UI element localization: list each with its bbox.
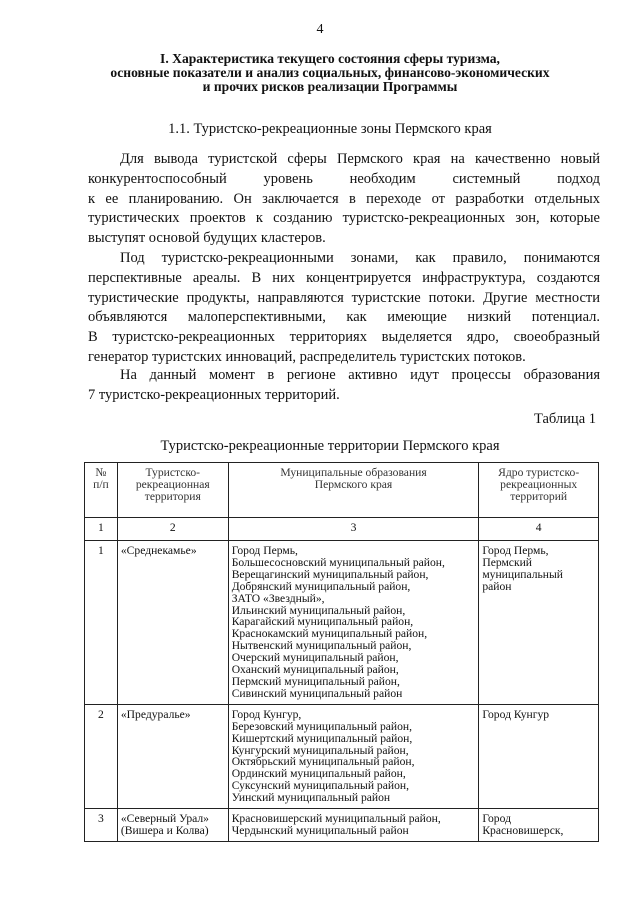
cell-line: Город Пермь, (231, 544, 298, 557)
cell-line: № (95, 466, 107, 479)
column-number: 3 (228, 518, 479, 541)
cell-line: Муниципальные образования (280, 466, 427, 479)
cell-line: Кишертский муниципальный район, (231, 731, 413, 745)
header-cell-territory (117, 463, 228, 518)
cell-line: «Северный Урал» (120, 812, 209, 826)
page-number: 4 (316, 22, 324, 37)
cell-line: рекреационных (500, 477, 578, 491)
cell-line: Очерский муниципальный район, (231, 651, 399, 665)
cell-line: (Вишера и Колва) (120, 823, 209, 837)
paragraph-line: Для вывода туристской сферы Пермского края на качественно новый (120, 151, 600, 167)
cell-line: Красновишерский муниципальный район, (231, 812, 441, 826)
paragraph-line: к ее планированию. Он заключается в переходе от разработки отдельных (88, 190, 600, 207)
column-number: 1 (85, 518, 118, 541)
section-heading-line: основные показатели и анализ социальных, финансово-экономических (110, 65, 550, 80)
cell-line: Город (482, 812, 511, 826)
cell-line: Туристско- (145, 466, 201, 479)
territories-table (84, 462, 599, 842)
section-heading (60, 52, 600, 94)
section-heading-line: I. Характеристика текущего состояния сферы туризма, (160, 51, 500, 66)
cell-line: Суксунский муниципальный район, (231, 779, 409, 793)
row-number: 2 (85, 704, 118, 808)
cell-line: территория (144, 489, 201, 503)
cell-line: Кунгурский муниципальный район, (231, 743, 409, 757)
paragraph-line: В туристско-рекреационных территориях выделяется ядро, своеобразный (88, 329, 600, 346)
territory-cell (117, 704, 228, 808)
cell-line: муниципальный (482, 567, 564, 581)
cell-line: Город Пермь, (482, 544, 549, 557)
paragraph-line: 7 туристско-рекреационных территорий. (88, 386, 340, 403)
cell-line: район (482, 579, 512, 593)
column-number: 4 (479, 518, 599, 541)
cell-line: Добрянский муниципальный район, (231, 579, 411, 593)
municipalities-cell (228, 809, 479, 842)
paragraph-line: туристические продукты, направляются туристские потоки. Другие местности (88, 289, 600, 306)
row-number: 3 (85, 809, 118, 842)
header-cell-core (479, 463, 599, 518)
paragraph-1 (88, 150, 600, 249)
paragraph-line: Под туристско-рекреационными зонами, как правило, понимаются (120, 250, 600, 266)
column-number: 2 (117, 518, 228, 541)
cell-line: Оханский муниципальный район, (231, 663, 399, 677)
header-cell-number (85, 463, 118, 518)
paragraph-line: На данный момент в регионе активно идут процессы образования (120, 367, 600, 383)
core-cell (479, 809, 599, 842)
cell-line: Ильинский муниципальный район, (231, 603, 406, 617)
cell-line: Карагайский муниципальный район, (231, 615, 414, 629)
column-number-row (85, 518, 599, 541)
paragraph-line: перспективные ареалы. В них концентрируется инфраструктура, создаются (88, 269, 600, 286)
cell-line: Нытвенский муниципальный район, (231, 639, 412, 653)
table-row (85, 809, 599, 842)
cell-line: Ядро туристско- (498, 466, 580, 479)
core-cell (479, 541, 599, 705)
cell-line: Город Кунгур (482, 707, 550, 721)
cell-line: Пермского края (314, 477, 393, 491)
cell-line: Чердынский муниципальный район (231, 823, 409, 837)
table-caption: Туристско-рекреационные территории Пермского края (160, 438, 500, 454)
header-cell-municipalities (228, 463, 479, 518)
subsection-heading: 1.1. Туристско-рекреационные зоны Пермского края (168, 121, 492, 137)
paragraph-line: выступят основой будущих кластеров. (88, 230, 326, 247)
cell-line: рекреационная (135, 477, 210, 491)
cell-line: Краснокамский муниципальный район, (231, 627, 428, 641)
cell-line: Сивинский муниципальный район (231, 686, 403, 700)
cell-line: Большесосновский муниципальный район, (231, 555, 445, 569)
table-row (85, 704, 599, 808)
municipalities-cell (228, 541, 479, 705)
cell-line: Красновишерск, (482, 823, 564, 837)
cell-line: Город Кунгур, (231, 707, 302, 721)
cell-line: Березовский муниципальный район, (231, 719, 412, 733)
cell-line: «Предуралье» (120, 707, 191, 721)
paragraph-2 (88, 249, 600, 368)
table-label: Таблица 1 (533, 411, 596, 427)
row-number: 1 (85, 541, 118, 705)
cell-line: «Среднекамье» (120, 544, 197, 557)
territory-cell (117, 541, 228, 705)
paragraph-line: генератор туристских инноваций, распределитель туристских потоков. (88, 348, 526, 365)
cell-line: Уинский муниципальный район (231, 791, 391, 805)
cell-line: ЗАТО «Звездный», (231, 591, 325, 605)
territory-cell (117, 809, 228, 842)
section-heading-line: и прочих рисков реализации Программы (202, 79, 458, 94)
cell-line: Пермский муниципальный район, (231, 674, 400, 688)
paragraph-line: объявляются малоперспективными, как имеющие низкий потенциал. (88, 309, 600, 326)
paragraph-line: туристических проектов к созданию туристско-рекреационных зон, которые (88, 210, 600, 227)
cell-line: Пермский (482, 555, 532, 569)
paragraph-3 (88, 366, 600, 406)
core-cell (479, 704, 599, 808)
cell-line: территорий (510, 489, 568, 503)
table-header-row (85, 463, 599, 518)
cell-line: Октябрьский муниципальный район, (231, 755, 415, 769)
table-row (85, 541, 599, 705)
municipalities-cell (228, 704, 479, 808)
cell-line: Верещагинский муниципальный район, (231, 567, 429, 581)
paragraph-line: конкурентоспособный уровень необходим системный подход (88, 170, 600, 187)
cell-line: Ординский муниципальный район, (231, 767, 406, 781)
cell-line: п/п (93, 477, 109, 491)
